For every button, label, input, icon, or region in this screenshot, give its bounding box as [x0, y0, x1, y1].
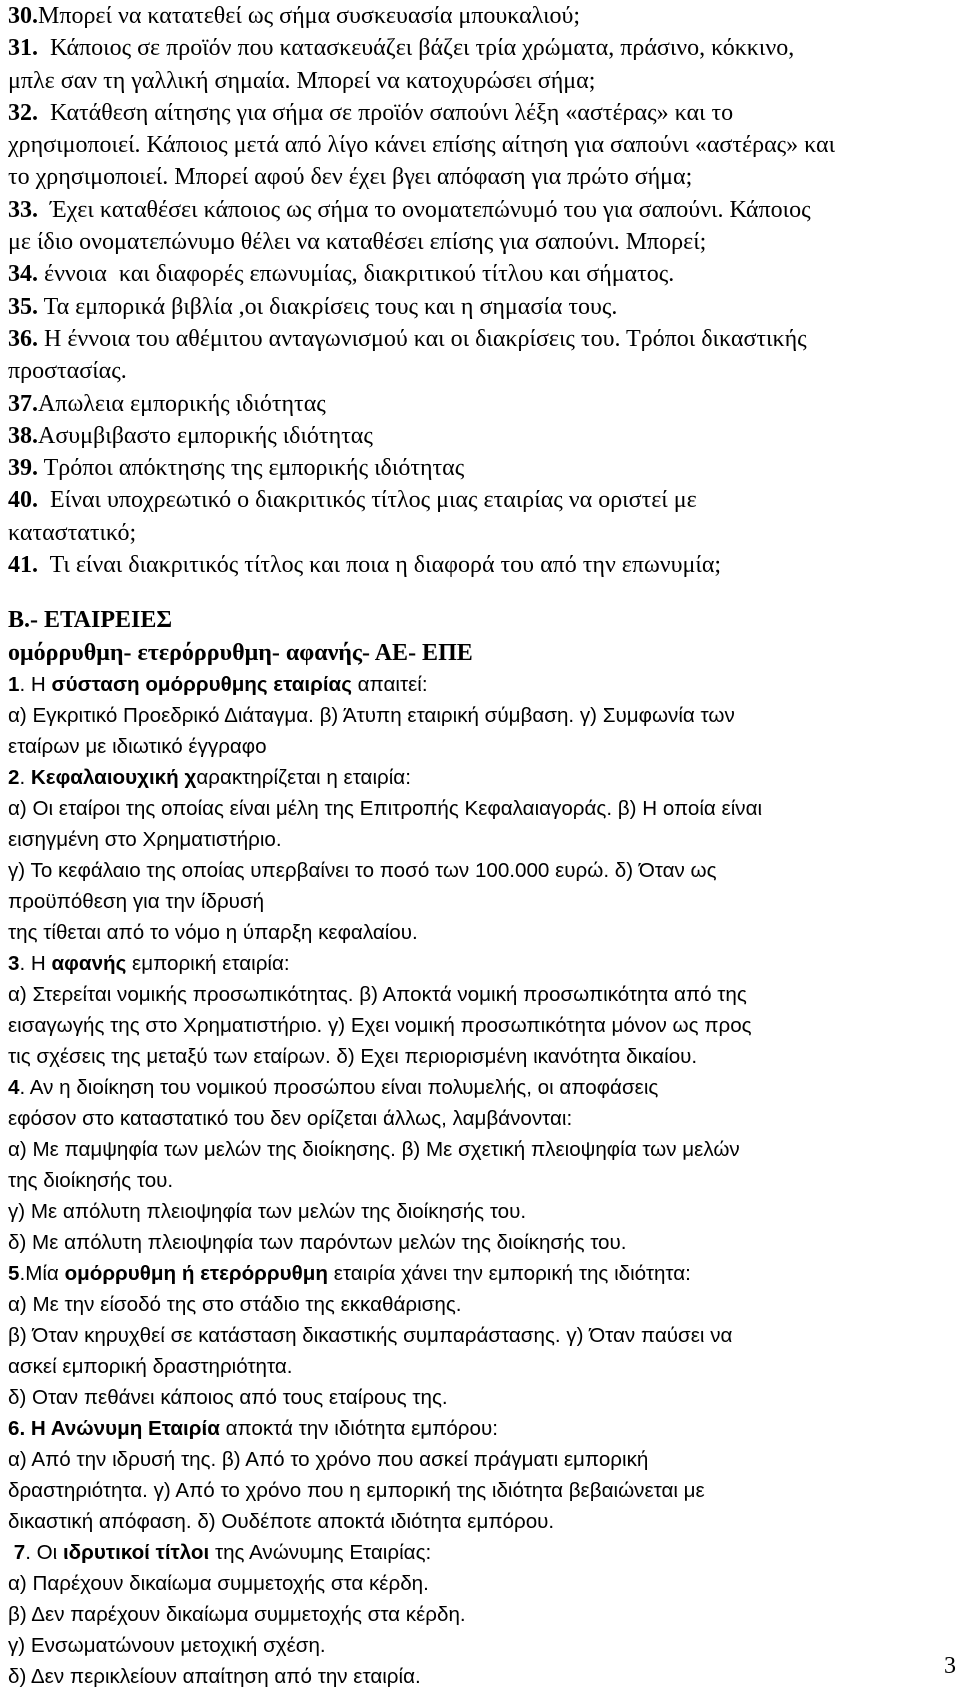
question-line — [8, 32, 952, 64]
page-number: 3 — [944, 1653, 956, 1679]
question-text: Η έννοια του αθέμιτου ανταγωνισμού και οι διακρίσεις του. Τρόποι δικαστικής — [38, 325, 807, 352]
mcq-line — [8, 979, 952, 1010]
question-number: 39. — [8, 455, 38, 482]
mcq-line — [8, 1041, 952, 1072]
question-line — [8, 484, 952, 516]
bold-text: ιδρυτικοί τίτλοι — [62, 1540, 210, 1564]
question-text: έννοια και διαφορές επωνυμίας, διακριτικού τίτλου και σήματος. — [38, 261, 675, 288]
question-line — [8, 97, 952, 129]
bold-text: σύσταση ομόρρυθμης εταιρίας — [51, 672, 352, 696]
mcq-line — [8, 1072, 952, 1103]
line-text: εισαγωγής της στο Χρηματιστήριο. γ) Εχει νομική προσωπικότητα μόνον ως προς — [8, 1013, 752, 1037]
mcq-line — [8, 1661, 952, 1692]
question-text: Τρόποι απόκτησης της εμπορικής ιδιότητας — [38, 455, 465, 482]
question-number: 31. — [8, 35, 38, 62]
section-gap — [8, 581, 952, 604]
mcq-line — [8, 948, 952, 979]
mcq-line — [8, 762, 952, 793]
line-text: . Η — [19, 672, 52, 696]
mcq-line — [8, 1444, 952, 1475]
questions-list-a — [8, 0, 952, 581]
mcq-line — [8, 1599, 952, 1630]
question-line — [8, 258, 952, 290]
question-number: 37. — [8, 390, 38, 417]
mcq-line — [8, 1475, 952, 1506]
bold-text: Κεφαλαιουχική χ — [30, 765, 197, 789]
bold-text: 7 — [8, 1540, 26, 1564]
line-text: γ) Το κεφάλαιο της οποίας υπερβαίνει το ποσό των 100.000 ευρώ. δ) Όταν ως — [8, 858, 717, 882]
line-text: . — [19, 765, 31, 789]
bold-text: 5 — [8, 1261, 20, 1285]
bold-text: αφανής — [51, 951, 127, 975]
mcq-line — [8, 1506, 952, 1537]
question-line — [8, 388, 952, 420]
line-text: εμπορική εταιρία: — [126, 951, 290, 975]
mcq-line — [8, 1351, 952, 1382]
question-number: 35. — [8, 293, 38, 320]
mcq-line — [8, 1258, 952, 1289]
question-text: χρησιμοποιεί. Κάποιος μετά από λίγο κάνει επίσης αίτηση για σαπούνι «αστέρας» και — [8, 132, 836, 159]
question-number: 40. — [8, 487, 38, 514]
line-text: α) Εγκριτικό Προεδρικό Διάταγμα. β) Άτυπη εταιρική σύμβαση. γ) Συμφωνία των — [8, 703, 735, 727]
question-line — [8, 161, 952, 193]
question-text: μπλε σαν τη γαλλική σημαία. Μπορεί να κατοχυρώσει σήμα; — [8, 67, 596, 94]
document-page — [8, 0, 952, 1692]
question-text: Τα εμπορικά βιβλία ,οι διακρίσεις τους και η σημασία τους. — [38, 293, 618, 320]
question-line — [8, 226, 952, 258]
bold-text: 6. Η Ανώνυμη Εταιρία — [8, 1416, 220, 1440]
question-text: το χρησιμοποιεί. Μπορεί αφού δεν έχει βγει απόφαση για πρώτο σήμα; — [8, 164, 693, 191]
question-text: Έχει καταθέσει κάποιος ως σήμα το ονοματεπώνυμό του για σαπούνι. Κάποιος — [38, 196, 811, 223]
mcq-line — [8, 1010, 952, 1041]
line-text: της τίθεται από το νόμο η ύπαρξη κεφαλαίου. — [8, 920, 418, 944]
bold-text: 1 — [8, 672, 20, 696]
line-text: γ) Ενσωματώνουν μετοχική σχέση. — [8, 1633, 326, 1657]
mcq-line — [8, 1320, 952, 1351]
mcq-line — [8, 1537, 952, 1568]
mcq-line — [8, 886, 952, 917]
line-text: α) Από την ιδρυσή της. β) Από το χρόνο που ασκεί πράγματι εμπορική — [8, 1447, 649, 1471]
question-line — [8, 194, 952, 226]
bold-text: ομόρρυθμη ή ετερόρρυθμη — [64, 1261, 328, 1285]
question-line — [8, 355, 952, 387]
bold-text: 4 — [8, 1075, 20, 1099]
question-line — [8, 420, 952, 452]
question-text: με ίδιο ονοματεπώνυμο θέλει να καταθέσει επίσης για σαπούνι. Μπορεί; — [8, 229, 707, 256]
section-subtitle: ομόρρυθμη- ετερόρρυθμη- αφανής- ΑΕ- ΕΠΕ — [8, 639, 473, 666]
line-text: εταίρων με ιδιωτικό έγγραφο — [8, 734, 267, 758]
line-text: α) Με την είσοδό της στο στάδιο της εκκαθάρισης. — [8, 1292, 462, 1316]
question-number: 33. — [8, 196, 38, 223]
question-line — [8, 517, 952, 549]
line-text: απαιτεί: — [351, 672, 428, 696]
mcq-line — [8, 731, 952, 762]
question-line — [8, 452, 952, 484]
bold-text: 3 — [8, 951, 20, 975]
mcq-line — [8, 669, 952, 700]
question-text: Κατάθεση αίτησης για σήμα σε προϊόν σαπούνι λέξη «αστέρας» και το — [38, 99, 734, 126]
question-line — [8, 549, 952, 581]
line-text: της διοίκησής του. — [8, 1168, 174, 1192]
line-text: εταιρία χάνει την εμπορική της ιδιότητα: — [327, 1261, 691, 1285]
line-text: ασκεί εμπορική δραστηριότητα. — [8, 1354, 293, 1378]
mcq-line — [8, 1134, 952, 1165]
question-text: Μπορεί να κατατεθεί ως σήμα συσκευασία μπουκαλιού; — [38, 3, 581, 29]
mcq-line — [8, 1103, 952, 1134]
mcq-line — [8, 1165, 952, 1196]
line-text: α) Στερείται νομικής προσωπικότητας. β) Αποκτά νομική προσωπικότητα από της — [8, 982, 747, 1006]
mcq-line — [8, 1196, 952, 1227]
line-text: τις σχέσεις της μεταξύ των εταίρων. δ) Εχει περιορισμένη ικανότητα δικαίου. — [8, 1044, 698, 1068]
mcq-line — [8, 1227, 952, 1258]
mcq-line — [8, 1630, 952, 1661]
mcq-line — [8, 700, 952, 731]
question-line — [8, 291, 952, 323]
mcq-line — [8, 1568, 952, 1599]
mcq-line — [8, 793, 952, 824]
question-text: προστασίας. — [8, 358, 127, 385]
question-text: Είναι υποχρεωτικό ο διακριτικός τίτλος μιας εταιρίας να οριστεί με — [38, 487, 697, 514]
question-number: 41. — [8, 552, 38, 579]
line-text: δικαστική απόφαση. δ) Ουδέποτε αποκτά ιδιότητα εμπόρου. — [8, 1509, 555, 1533]
line-text: .Μία — [19, 1261, 65, 1285]
line-text: προϋπόθεση για την ίδρυσή — [8, 889, 265, 913]
line-text: γ) Με απόλυτη πλειοψηφία των μελών της διοίκησής του. — [8, 1199, 527, 1223]
line-text: της Ανώνυμης Εταιρίας: — [209, 1540, 432, 1564]
line-text: β) Όταν κηρυχθεί σε κατάσταση δικαστικής συμπαράστασης. γ) Όταν παύσει να — [8, 1323, 733, 1347]
question-line — [8, 323, 952, 355]
line-text: δ) Οταν πεθάνει κάποιος από τους εταίρους της. — [8, 1385, 448, 1409]
question-number: 36. — [8, 325, 38, 352]
question-text: Τι είναι διακριτικός τίτλος και ποια η διαφορά του από την επωνυμία; — [38, 552, 722, 579]
mcq-line — [8, 1382, 952, 1413]
question-number: 34. — [8, 261, 38, 288]
question-line — [8, 129, 952, 161]
line-text: εφόσον στο καταστατικό του δεν ορίζεται άλλως, λαμβάνονται: — [8, 1106, 573, 1130]
question-number: 32. — [8, 99, 38, 126]
line-text: δ) Δεν περικλείουν απαίτηση από την εταιρία. — [8, 1664, 421, 1688]
question-line — [8, 65, 952, 97]
line-text: α) Με παμψηφία των μελών της διοίκησης. β) Με σχετική πλειοψηφία των μελών — [8, 1137, 740, 1161]
mcq-line — [8, 824, 952, 855]
line-text: . Η — [19, 951, 52, 975]
question-number: 38. — [8, 422, 38, 449]
bold-text: 2 — [8, 765, 20, 789]
mcq-line — [8, 855, 952, 886]
line-text: . Οι — [25, 1540, 63, 1564]
line-text: αποκτά την ιδιότητα εμπόρου: — [219, 1416, 498, 1440]
line-text: . Αν η διοίκηση του νομικού προσώπου είναι πολυμελής, οι αποφάσεις — [19, 1075, 659, 1099]
mcq-line — [8, 1289, 952, 1320]
line-text: εισηγμένη στο Χρηματιστήριο. — [8, 827, 282, 851]
line-text: α) Οι εταίροι της οποίας είναι μέλη της Επιτροπής Κεφαλαιαγοράς. β) Η οποία είναι — [8, 796, 763, 820]
question-text: Ασυμβιβαστο εμπορικής ιδιότητας — [38, 422, 373, 449]
line-text: β) Δεν παρέχουν δικαίωμα συμμετοχής στα κέρδη. — [8, 1602, 466, 1626]
line-text: α) Παρέχουν δικαίωμα συμμετοχής στα κέρδη. — [8, 1571, 429, 1595]
line-text: δραστηριότητα. γ) Από το χρόνο που η εμπορική της ιδιότητα βεβαιώνεται με — [8, 1478, 705, 1502]
mcq-line — [8, 1413, 952, 1444]
section-title: Β.- ΕΤΑΙΡΕΙΕΣ — [8, 607, 173, 634]
question-text: Κάποιος σε προϊόν που κατασκευάζει βάζει τρία χρώματα, πράσινο, κόκκινο, — [38, 35, 795, 62]
mcq-line — [8, 917, 952, 948]
question-number: 30. — [8, 3, 38, 29]
question-text: καταστατικό; — [8, 519, 137, 546]
questions-list-b — [8, 669, 952, 1692]
line-text: αρακτηρίζεται η εταιρία: — [196, 765, 411, 789]
line-text: δ) Με απόλυτη πλειοψηφία των παρόντων μελών της διοίκησής του. — [8, 1230, 627, 1254]
question-line — [8, 0, 952, 32]
question-text: Απωλεια εμπορικής ιδιότητας — [38, 390, 326, 417]
